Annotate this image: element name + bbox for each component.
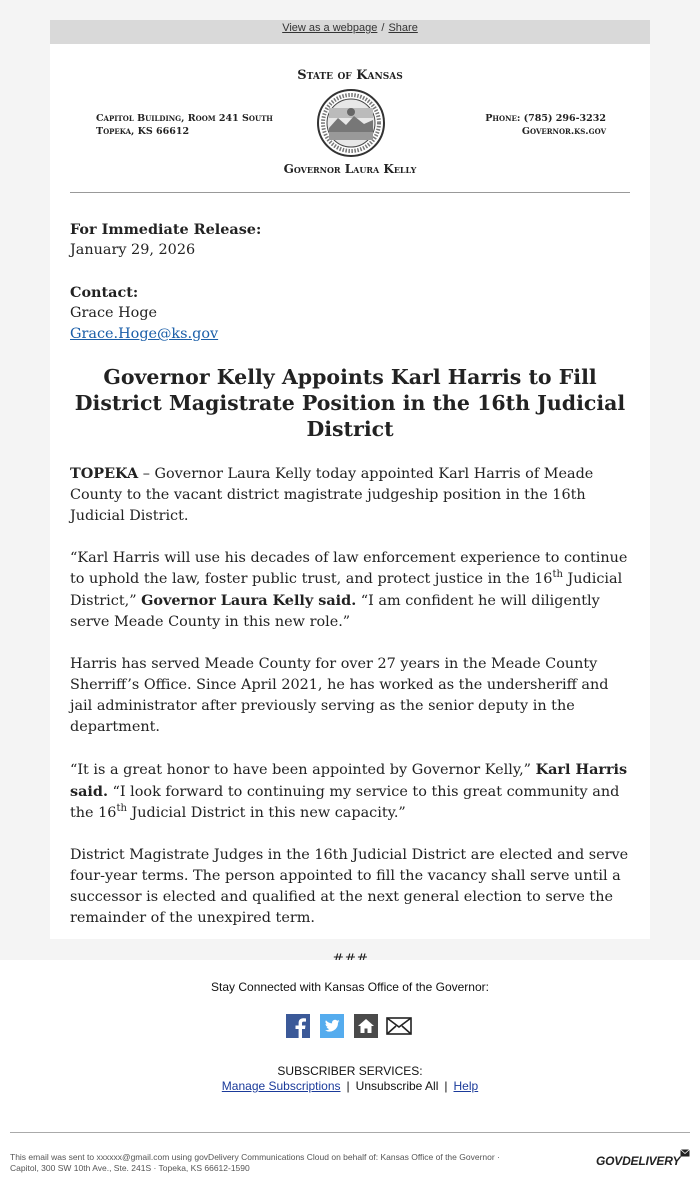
letterhead	[70, 44, 630, 193]
view-as-webpage-link[interactable]: View as a webpage	[282, 22, 378, 34]
letterhead-title: State of Kansas	[297, 68, 403, 83]
letterhead-governor: Governor Laura Kelly	[283, 162, 417, 176]
govdelivery-logo[interactable]: GOVDELIVERY	[596, 1154, 681, 1168]
paragraph-5: District Magistrate Judges in the 16th Judicial District are elected and serve four-year terms. The person appointed to fill the vacancy shall serve until a successor is elected and qualified at the next general election to serve the remainder of the unexpired term.	[70, 847, 629, 926]
kansas-seal-icon	[316, 88, 386, 158]
contact-name: Grace Hoge	[70, 305, 158, 321]
top-bar	[50, 20, 650, 44]
unsubscribe-all-link[interactable]: Unsubscribe All	[355, 1079, 439, 1093]
govdelivery-envelope-icon	[680, 1149, 690, 1157]
letterhead-phone: Phone: (785) 296-3232	[485, 113, 606, 124]
email-footer	[0, 960, 700, 1183]
address-line-2: Topeka, KS 66612	[96, 126, 190, 137]
address-line-1: Capitol Building, Room 241 South	[96, 113, 273, 124]
paragraph-4: “It is a great honor to have been appointed by Governor Kelly,” Karl Harris said. “I look forward to continuing my service to this great community and the 16th Judicial District in this new capacity.”	[70, 761, 628, 821]
release-label: For Immediate Release:	[70, 221, 262, 238]
governor-attribution: Governor Laura Kelly said.	[141, 592, 357, 609]
subscriber-services-title: SUBSCRIBER SERVICES:	[277, 1064, 423, 1078]
harris-attribution: Karl Harris said.	[70, 761, 628, 800]
contact-label: Contact:	[70, 284, 139, 301]
subscriber-links: Manage Subscriptions | Unsubscribe All | Help	[221, 1079, 479, 1093]
letterhead-contact	[485, 112, 606, 138]
footer-divider	[10, 1132, 690, 1133]
facebook-icon[interactable]	[286, 1014, 310, 1038]
manage-subscriptions-link[interactable]: Manage Subscriptions	[221, 1079, 341, 1093]
letterhead-address	[96, 112, 273, 138]
paragraph-1: TOPEKA – Governor Laura Kelly today appointed Karl Harris of Meade County to the vacant district magistrate judgeship position in the 16th Judicial District.	[70, 465, 594, 524]
legal-text: This email was sent to xxxxxx@gmail.com using govDelivery Communications Cloud on behalf of: Kansas Office of the Governor · Capitol, 300 SW 10th Ave., Ste. 241S · Topeka, KS 66612-1590	[10, 1152, 500, 1173]
stay-connected-text: Stay Connected with Kansas Office of the Governor:	[211, 980, 489, 994]
topbar-separator: /	[381, 22, 385, 34]
email-icon[interactable]	[386, 1014, 412, 1038]
contact-email-link[interactable]: Grace.Hoge@ks.gov	[70, 326, 219, 342]
headline: Governor Kelly Appoints Karl Harris to Fill District Magistrate Position in the 16th Judicial District	[74, 365, 626, 441]
paragraph-2: “Karl Harris will use his decades of law enforcement experience to continue to uphold the law, foster public trust, and protect justice in the 16th Judicial District,” Governor Laura Kelly said. “I am confident he will diligently serve Meade County in this new role.”	[70, 550, 628, 630]
letterhead-website: Governor.ks.gov	[521, 126, 606, 137]
press-release-card	[50, 44, 650, 939]
paragraph-3: Harris has served Meade County for over 27 years in the Meade County Sherriff’s Office. Since April 2021, he has worked as the undersheriff and jail administrator after previously serving as the senior deputy in the department.	[70, 656, 609, 735]
dateline: TOPEKA	[70, 465, 139, 482]
help-link[interactable]: Help	[453, 1079, 479, 1093]
home-icon[interactable]	[354, 1014, 378, 1038]
twitter-icon[interactable]	[320, 1014, 344, 1038]
release-date: January 29, 2026	[70, 242, 196, 258]
release-content	[70, 219, 630, 971]
share-link[interactable]: Share	[388, 22, 418, 34]
